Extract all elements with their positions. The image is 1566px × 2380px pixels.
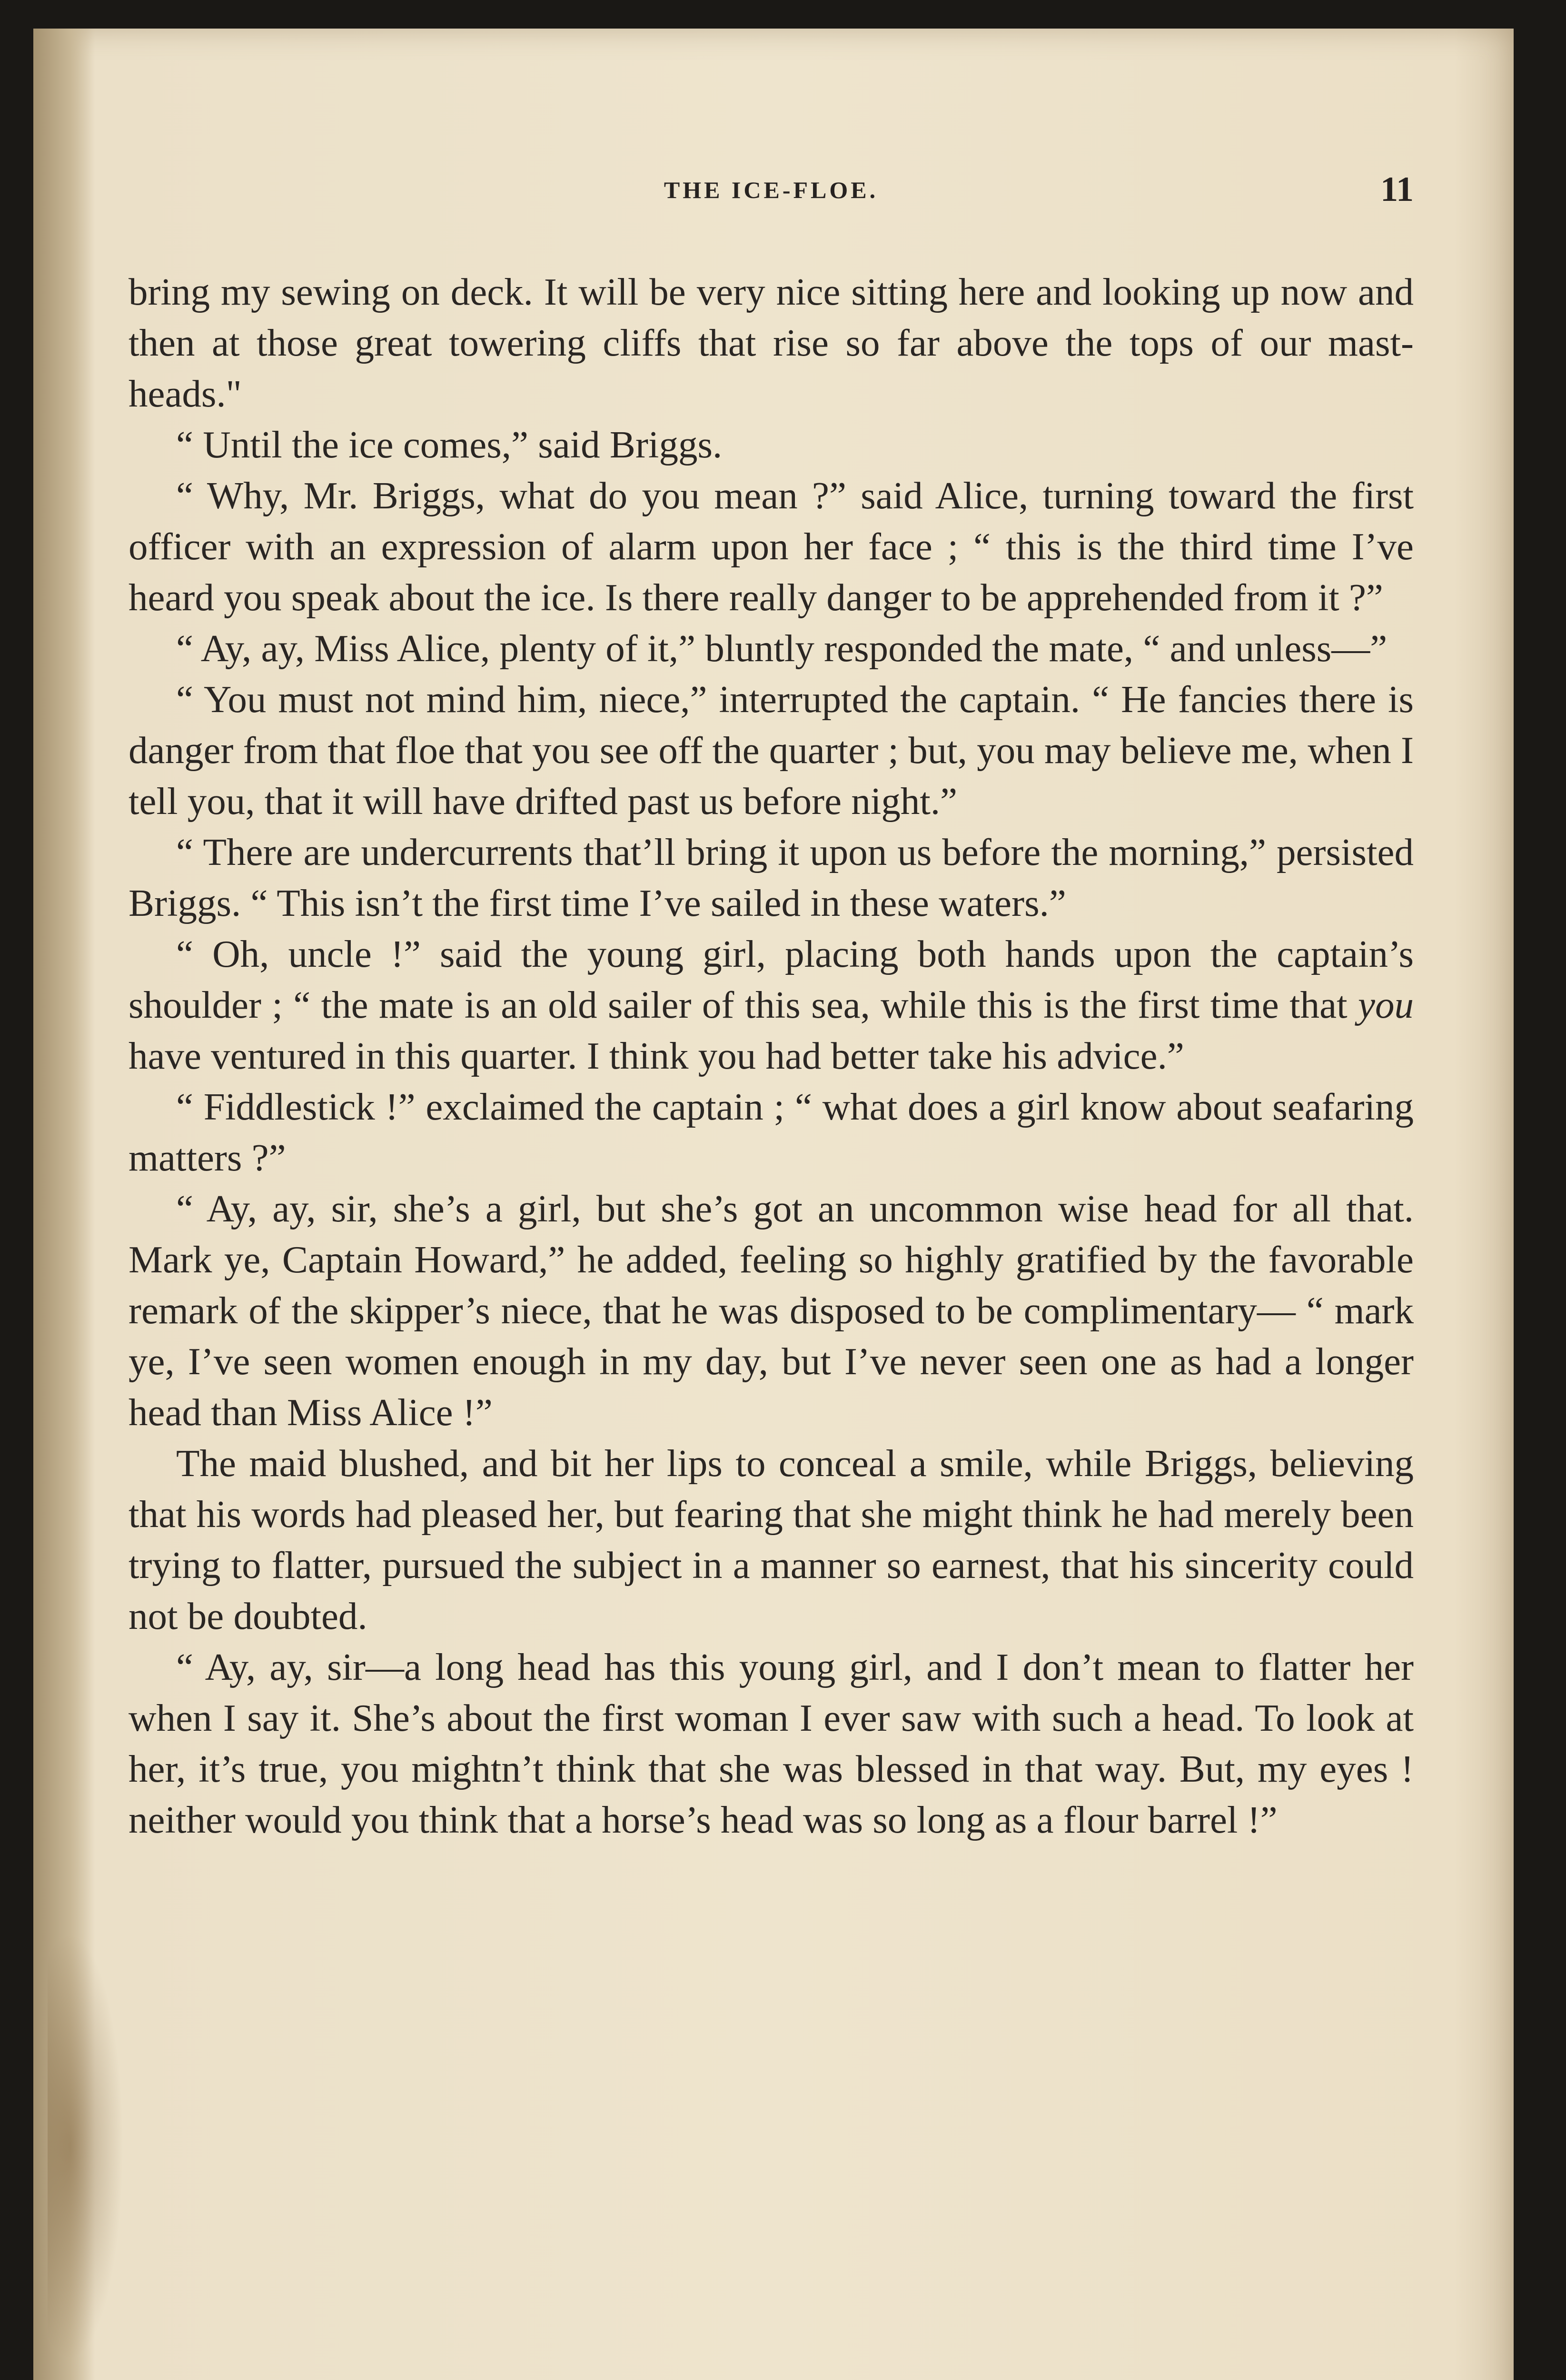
running-head-title: THE ICE-FLOE. <box>664 177 879 203</box>
paragraph-text: have ventured in this quarter. I think you had better take his advice.” <box>129 1034 1184 1077</box>
italic-word: you <box>1358 983 1414 1026</box>
paragraph: “ You must not mind him, niece,” interrupted the captain. “ He fancies there is danger from that floe that you see off the quarter ; but, you may believe me, when I tell you, that it will have drifted past us before night.” <box>129 678 1414 823</box>
paragraph: “ Fiddlestick !” exclaimed the captain ; “ what does a girl know about seafaring matters ?” <box>129 1085 1414 1179</box>
paragraph: “ Until the ice comes,” said Briggs. <box>176 423 723 466</box>
paragraph-text: “ Oh, uncle !” said the young girl, placing both hands upon the captain’s shoulder ; “ the mate is an old sailer of this sea, while this is the first time that <box>129 932 1414 1026</box>
paragraph: “ Ay, ay, Miss Alice, plenty of it,” bluntly responded the mate, “ and unless—” <box>176 627 1388 670</box>
running-head <box>129 167 1414 224</box>
body-text <box>129 267 1414 1845</box>
paragraph <box>129 929 1414 1081</box>
paragraph: The maid blushed, and bit her lips to conceal a smile, while Briggs, believing that his words had pleased her, but fearing that she might think he had merely been trying to flatter, pursued the subject in a manner so earnest, that his sincerity could not be doubted. <box>129 1442 1414 1637</box>
paragraph: “ Why, Mr. Briggs, what do you mean ?” said Alice, turning toward the first officer with an expression of alarm upon her face ; “ this is the third time I’ve heard you speak about the ice. Is there really danger to be apprehended from it ?” <box>129 474 1414 619</box>
page-number: 11 <box>1380 170 1414 209</box>
paragraph: “ There are undercurrents that’ll bring it upon us before the morning,” persisted Briggs. “ This isn’t the first time I’ve sailed in these waters.” <box>129 831 1414 924</box>
book-page <box>33 29 1514 2380</box>
paragraph: bring my sewing on deck. It will be very nice sitting here and looking up now and then at those great towering cliffs that rise so far above the tops of our mast-heads." <box>129 270 1414 415</box>
paragraph: “ Ay, ay, sir, she’s a girl, but she’s got an uncommon wise head for all that. Mark ye, Captain Howard,” he added, feeling so highly gratified by the favorable remark of the skipper’s niece, that he was disposed to be complimentary— “ mark ye, I’ve seen women enough in my day, but I’ve never seen one as had a longer head than Miss Alice !” <box>129 1187 1414 1434</box>
page-stain <box>48 1933 124 2361</box>
paragraph: “ Ay, ay, sir—a long head has this young girl, and I don’t mean to flatter her when I say it. She’s about the first woman I ever saw with such a head. To look at her, it’s true, you mightn’t think that she was blessed in that way. But, my eyes ! neither would you think that a horse’s head was so long as a flour barrel !” <box>129 1646 1414 1841</box>
